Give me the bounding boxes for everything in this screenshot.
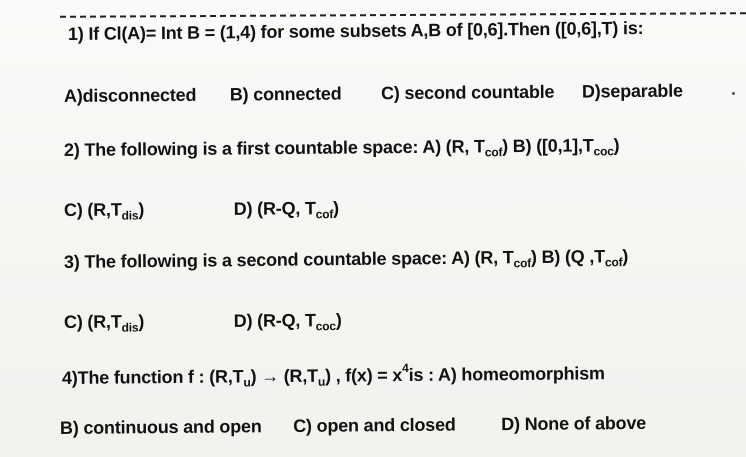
q1-options	[64, 81, 683, 107]
q3-stem: 3) The following is a second countable space: A) (R, $T_{cof}$) B) (Q $,T_{cof}$)	[63, 246, 629, 272]
q2-option-d: D) (R-Q, $T_{cof}$)	[233, 198, 340, 222]
q1-option-a: A)disconnected	[63, 84, 197, 106]
q4-options	[60, 413, 646, 439]
q3-option-d: D) (R-Q, $T_{coc}$)	[233, 310, 342, 334]
q4-option-d: D) None of above	[501, 412, 647, 435]
q1-option-d: D)separable	[581, 80, 683, 102]
q4-option-c: C) open and closed	[293, 414, 456, 436]
speck	[732, 92, 735, 95]
dashed-separator	[60, 12, 746, 18]
q1-stem: 1) If Cl(A)= Int B = (1,4) for some subsets A,B of [0,6].Then ([0,6],T) is:	[67, 17, 644, 44]
q3-option-c: C) $(R,T_{dis})$	[63, 311, 145, 335]
q1-option-c: C) second countable	[380, 81, 555, 104]
q4-option-b: B) continuous and open	[59, 416, 262, 438]
q3-options	[64, 310, 342, 335]
q2-options	[64, 198, 339, 223]
q2-option-c: C) $(R,T_{dis})$	[63, 199, 145, 223]
q4-stem: 4)The function f : $(R,T_u) \to (R,T_u)$ , $f(x) = x^4is$ : A) homeomorphism	[61, 360, 605, 390]
q1-option-b: B) connected	[229, 83, 342, 105]
q2-stem: 2) The following is a first countable space: A) (R, $T_{cof}$) B) $([0,1],T_{coc})$	[63, 135, 620, 160]
